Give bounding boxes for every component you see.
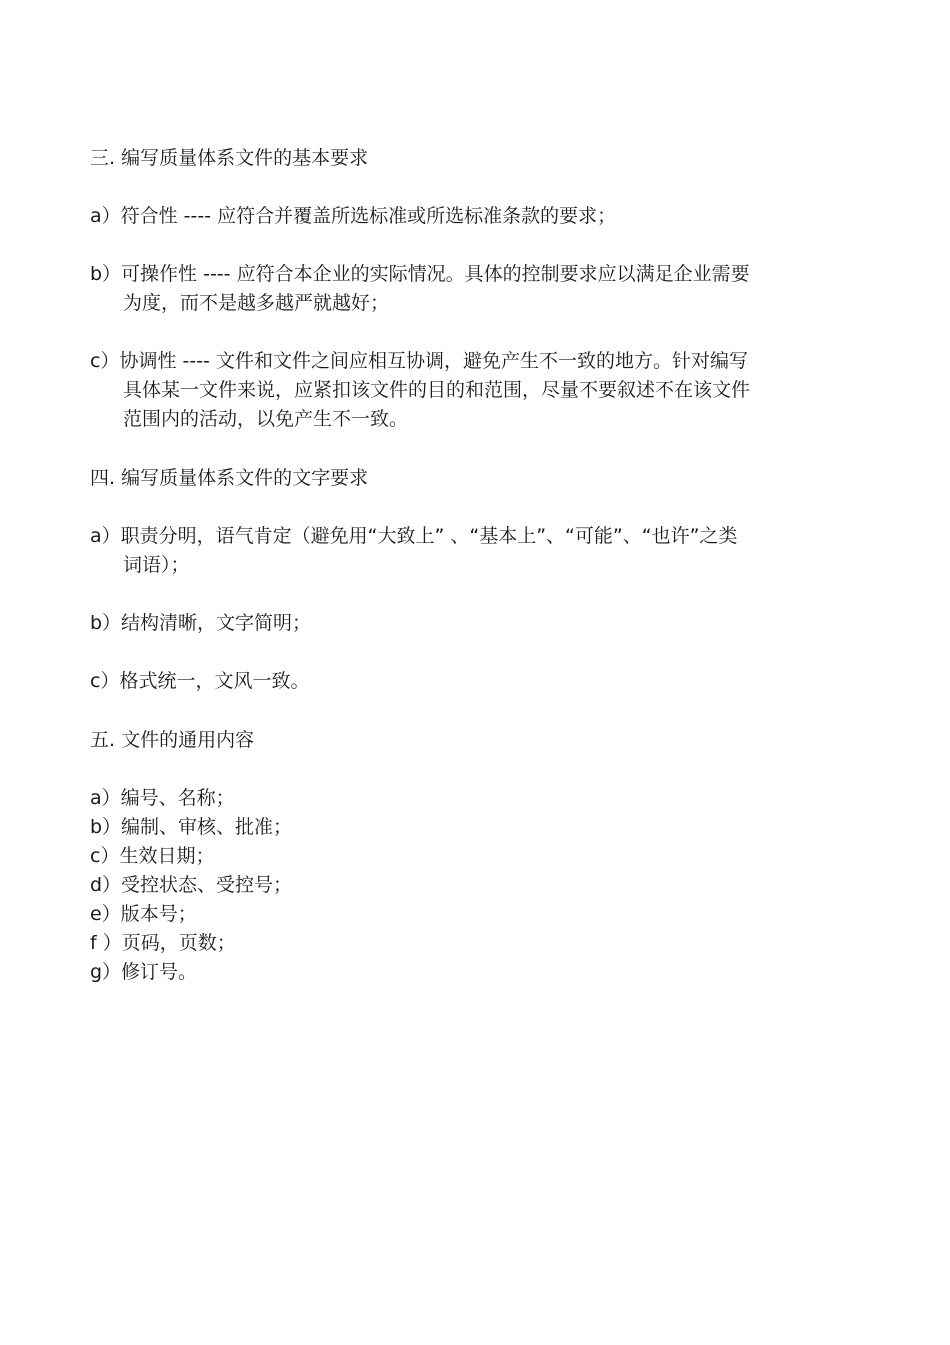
list-item: c）生效日期； — [90, 845, 215, 867]
list-item: a）职责分明，语气肯定（避免用“大致上” 、“基本上”、“可能”、“也许”之类 — [90, 525, 738, 547]
list-item-continuation: 词语）； — [123, 554, 190, 576]
section-heading: 三. 编写质量体系文件的基本要求 — [90, 147, 369, 169]
list-item: a）符合性 ---- 应符合并覆盖所选标准或所选标准条款的要求； — [90, 205, 617, 227]
list-item: e）版本号； — [90, 903, 197, 925]
list-item: g）修订号。 — [90, 961, 198, 983]
list-item: b）可操作性 ---- 应符合本企业的实际情况。具体的控制要求应以满足企业需要 — [90, 263, 750, 285]
list-item: c）格式统一，文风一致。 — [90, 670, 310, 692]
list-item: b）结构清晰，文字简明； — [90, 612, 312, 634]
list-item: d）受控状态、受控号； — [90, 874, 293, 896]
list-item-continuation: 具体某一文件来说，应紧扣该文件的目的和范围，尽量不要叙述不在该文件 — [123, 379, 751, 401]
section-heading: 五. 文件的通用内容 — [90, 729, 255, 751]
list-item-continuation: 为度，而不是越多越严就越好； — [123, 292, 390, 314]
list-item-continuation: 范围内的活动，以免产生不一致。 — [123, 408, 409, 430]
list-item: c）协调性 ---- 文件和文件之间应相互协调，避免产生不一致的地方。针对编写 — [90, 350, 748, 372]
list-item: f ）页码，页数； — [90, 932, 236, 954]
list-item: b）编制、审核、批准； — [90, 816, 293, 838]
list-item: a）编号、名称； — [90, 787, 235, 809]
section-heading: 四. 编写质量体系文件的文字要求 — [90, 467, 369, 489]
